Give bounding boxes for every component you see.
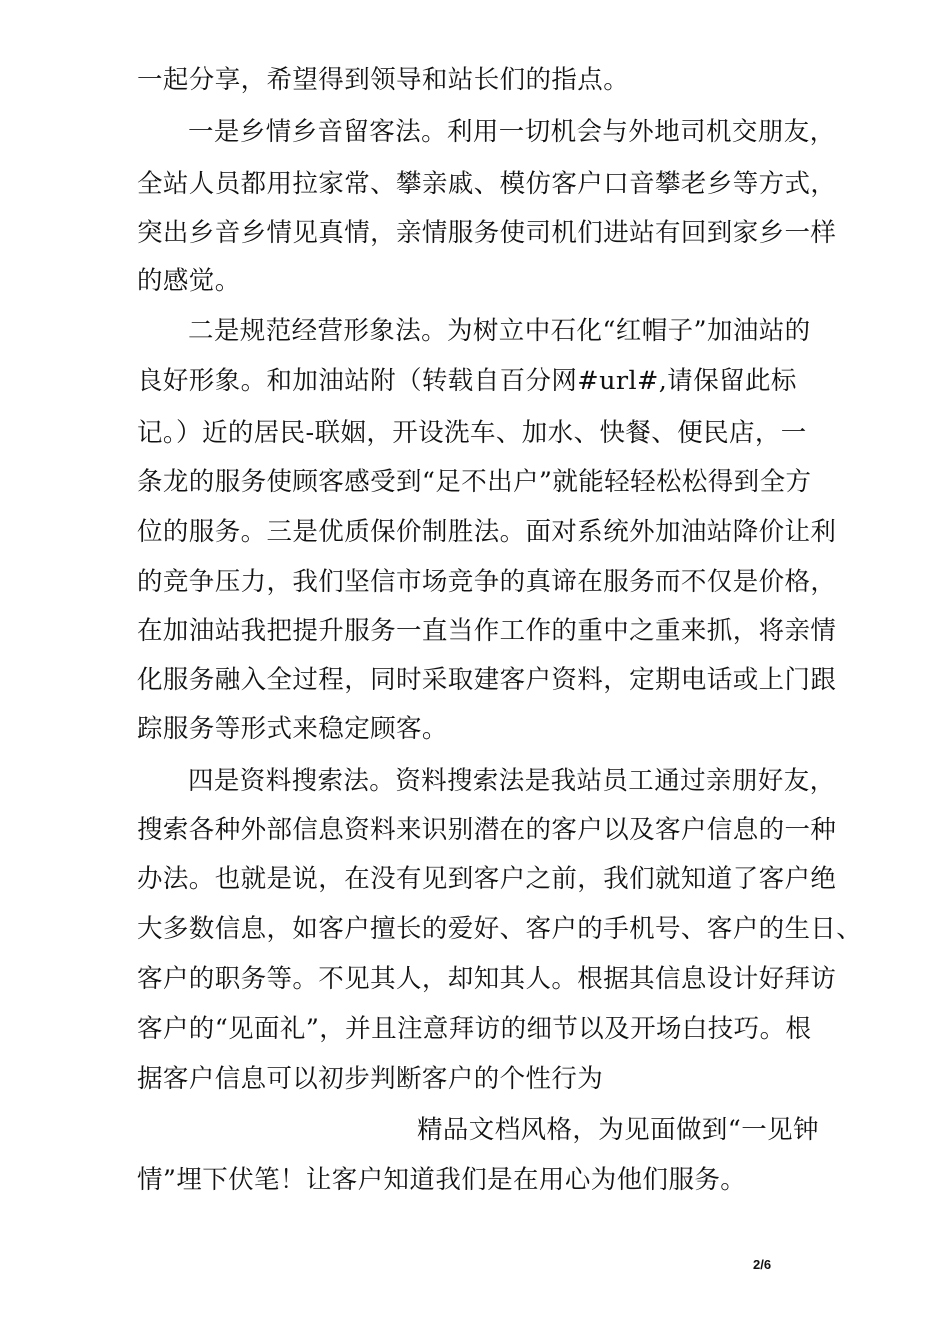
paragraph-1-start: 一是乡情乡音留客法。利用一切机会与外地司机交朋友， (188, 117, 836, 147)
text-line: 记。）近的居民-联姻，开设洗车、加水、快餐、便民店，一 (137, 418, 807, 448)
text-line: 良好形象。和加油站附（转载自百分网#url#,请保留此标 (137, 366, 797, 396)
text-line: 在加油站我把提升服务一直当作工作的重中之重来抓，将亲情 (137, 616, 837, 646)
text-line: 全站人员都用拉家常、攀亲戚、模仿客户口音攀老乡等方式， (137, 169, 837, 199)
text-line: 的竞争压力，我们坚信市场竞争的真谛在服务而不仅是价格， (137, 567, 837, 597)
text-line: 客户的“见面礼”，并且注意拜访的细节以及开场白技巧。根 (137, 1014, 812, 1044)
text-line: 办法。也就是说，在没有见到客户之前，我们就知道了客户绝 (137, 864, 837, 894)
paragraph-2-start: 二是规范经营形象法。为树立中石化“红帽子”加油站的 (188, 316, 811, 346)
text-line: 位的服务。三是优质保价制胜法。面对系统外加油站降价让利 (137, 517, 837, 547)
text-line: 条龙的服务使顾客感受到“足不出户”就能轻轻松松得到全方 (137, 467, 812, 497)
text-line: 的感觉。 (137, 266, 241, 296)
text-line: 情”埋下伏笔！让客户知道我们是在用心为他们服务。 (137, 1165, 747, 1195)
page-number: 2/6 (753, 1257, 772, 1272)
text-line: 搜索各种外部信息资料来识别潜在的客户以及客户信息的一种 (137, 815, 837, 845)
text-line: 化服务融入全过程，同时采取建客户资料，定期电话或上门跟 (137, 665, 837, 695)
text-line: 据客户信息可以初步判断客户的个性行为 (137, 1064, 604, 1094)
text-line: 大多数信息，如客户擅长的爱好、客户的手机号、客户的生日、 (137, 914, 863, 944)
text-line: 客户的职务等。不见其人，却知其人。根据其信息设计好拜访 (137, 964, 837, 994)
text-line: 一起分享，希望得到领导和站长们的指点。 (137, 65, 630, 95)
text-line: 踪服务等形式来稳定顾客。 (137, 714, 448, 744)
text-line-continued: 精品文档风格，为见面做到“一见钟 (417, 1115, 819, 1145)
text-line: 突出乡音乡情见真情，亲情服务使司机们进站有回到家乡一样 (137, 218, 837, 248)
paragraph-4-start: 四是资料搜索法。资料搜索法是我站员工通过亲朋好友， (188, 766, 836, 796)
